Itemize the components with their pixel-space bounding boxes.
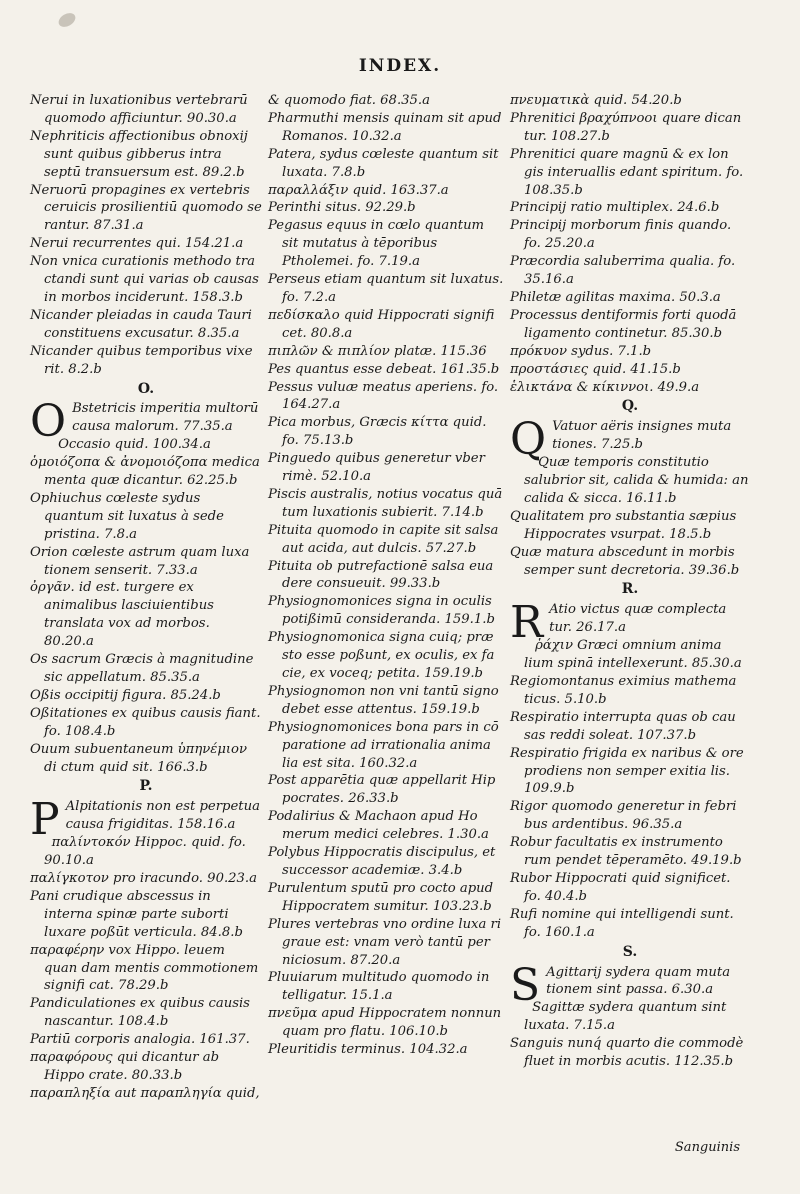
index-entry: Pituita quomodo in capite sit salsa aut acida, aut dulcis. 57.27.b: [268, 522, 499, 556]
entries-o: [30, 436, 262, 776]
index-entry: & quomodo fiat. 68.35.a: [268, 93, 430, 108]
index-entry: παραλλάξιν quid. 163.37.a: [268, 182, 449, 198]
entries-n: [30, 92, 262, 379]
dropcap-entry-s: [510, 959, 750, 1011]
entries-s: [510, 999, 750, 1071]
index-entry: ῥάχιν Græci omnium anima lium spinā intellexerunt. 85.30.a: [524, 638, 742, 672]
entries-r: [510, 637, 750, 941]
index-entry: Podalirius & Machaon apud Ho merum medici celebres. 1.30.a: [268, 809, 489, 843]
index-entry: Oßis occipitij figura. 85.24.b: [30, 687, 221, 703]
index-entry: παλίντοκόν Hippoc. quid. fo. 90.10.a: [44, 835, 246, 869]
index-entry: παλίγκοτον pro iracundo. 90.23.a: [30, 870, 257, 886]
index-entry: Nerui in luxationibus vertebrarū quomodo afficiuntur. 90.30.a: [30, 93, 248, 126]
index-entry: Pinguedo quibus generetur vber rimè. 52.10.a: [268, 451, 485, 485]
dropcap-q: Q: [510, 414, 547, 466]
dropcap-entry-text: Alpitationis non est perpetua causa frigiditas. 158.16.a: [65, 799, 260, 833]
paper-blemish: [56, 10, 78, 29]
dropcap-entry-r: [510, 597, 750, 649]
index-entry: παραπληξία aut παραπληγία quid,: [30, 1085, 260, 1101]
index-column-1: [30, 92, 262, 1103]
index-entry: πνευματικὰ quid. 54.20.b: [510, 93, 682, 108]
index-entry: Piscis australis, notius vocatus quā tum luxationis subierit. 7.14.b: [268, 486, 503, 520]
index-entry: Physiognomonices signa in oculis potißimū consideranda. 159.1.b: [268, 594, 495, 628]
dropcap-p: P: [30, 794, 60, 846]
index-entry: Polybus Hippocratis discipulus, et successor academiæ. 3.4.b: [268, 845, 496, 878]
index-entry: Ouum subuentaneum ὑπηνέμιον di ctum quid sit. 166.3.b: [30, 741, 248, 775]
index-entry: Oßitationes ex quibus causis fiant. fo. 108.4.b: [30, 705, 261, 739]
index-entry: πρόκυον sydus. 7.1.b: [510, 343, 652, 359]
index-entry: Physiognomonica signa cuiq; præ sto esse poßunt, ex oculis, ex fa cie, ex voceq; petita. 159.19.b: [268, 630, 495, 681]
index-entry: Rubor Hippocrati quid significet. fo. 40.4.b: [510, 870, 731, 904]
index-entry: Robur facultatis ex instrumento rum pendet tēperamēto. 49.19.b: [510, 835, 742, 869]
dropcap-r: R: [510, 597, 544, 649]
catchword: Sanguinis: [674, 1140, 740, 1155]
index-entry: Os sacrum Græcis à magnitudine sic appellatum. 85.35.a: [30, 652, 254, 685]
dropcap-entry-text: Agittarij sydera quam muta tionem sint passa. 6.30.a: [546, 964, 731, 998]
dropcap-o: O: [30, 396, 67, 448]
index-entry: Sanguis nunq́ quarto die commodè fluet in morbis acutis. 112.35.b: [510, 1036, 744, 1070]
entries-q: [510, 454, 750, 579]
index-entry: Post apparētia quæ appellarit Hip pocrates. 26.33.b: [268, 773, 496, 807]
index-entry: Pharmuthi mensis quinam sit apud Romanos. 10.32.a: [268, 110, 502, 144]
index-entry: Nerui recurrentes qui. 154.21.a: [30, 236, 244, 252]
index-entry: Nicander quibus temporibus vixe rit. 8.2.b: [30, 343, 253, 377]
page-title: INDEX.: [358, 56, 442, 76]
index-entry: Patera, sydus cœleste quantum sit luxata. 7.8.b: [268, 146, 499, 180]
index-entry: Nicander pleiadas in cauda Tauri constituens excusatur. 8.35.a: [30, 307, 252, 341]
index-entry: Plures vertebras vno ordine luxa ri graue est: vnam verò tantū per niciosum. 87.20.a: [268, 916, 502, 968]
index-entry: πιπλῶν & πιπλίον platæ. 115.36: [268, 343, 487, 359]
index-entry: Non vnica curationis methodo tra ctandi sunt qui varias ob causas in morbos inciderunt. 158.3.b: [30, 254, 259, 305]
index-entry: Principij morborum finis quando. fo. 25.20.a: [510, 218, 732, 252]
index-entry: Respiratio frigida ex naribus & ore prodiens non semper exitia lis. 109.9.b: [510, 745, 744, 797]
index-entry: πεδίσκαλο quid Hippocrati signifi cet. 80.8.a: [268, 307, 495, 341]
index-entry: πνεῦμα apud Hippocratem nonnun quam pro flatu. 106.10.b: [268, 1006, 502, 1040]
section-letter-r: R.: [621, 581, 639, 598]
index-entry: Rigor quomodo generetur in febri bus ardentibus. 96.35.a: [510, 799, 737, 833]
index-entry: Orion cœleste astrum quam luxa tionem senserit. 7.33.a: [30, 544, 250, 578]
index-entry: Respiratio interrupta quas ob cau sas reddi soleat. 107.37.b: [510, 709, 736, 743]
index-entry: Pituita ob putrefactionē salsa eua dere consueuit. 99.33.b: [268, 558, 494, 592]
index-entry: παραφόρους qui dicantur ab Hippo crate. 80.33.b: [30, 1050, 220, 1083]
index-entry: Sagittæ sydera quantum sint luxata. 7.15.a: [524, 1000, 727, 1034]
index-entry: Physiognomon non vni tantū signo debet esse attentus. 159.19.b: [268, 683, 499, 717]
index-entry: Pegasus equus in cœlo quantum sit mutatus à tēporibus Ptholemei. fo. 7.19.a: [268, 218, 485, 270]
index-entry: Pleuritidis terminus. 104.32.a: [268, 1042, 468, 1058]
index-entry: Pani crudique abscessus in interna spinæ parte suborti luxare poßūt verticula. 84.8.b: [30, 888, 243, 940]
index-entry: Pessus vuluæ meatus aperiens. fo. 164.27.a: [268, 379, 499, 413]
index-entry: Occasio quid. 100.34.a: [58, 437, 211, 453]
section-letter-o: O.: [137, 380, 155, 397]
index-entry: Phrenitici βραχύπνοοι quare dican tur. 108.27.b: [510, 110, 742, 144]
index-entry: Partiū corporis analogia. 161.37.: [30, 1032, 250, 1048]
index-entry: Philetæ agilitas maxima. 50.3.a: [510, 289, 721, 305]
dropcap-entry-text: Atio victus quæ complecta tur. 26.17.a: [549, 602, 727, 636]
index-entry: Phrenitici quare magnū & ex lon gis interuallis edant spiritum. fo. 108.35.b: [510, 146, 744, 198]
index-entry: Pica morbus, Græcis κίττα quid. fo. 75.13.b: [268, 415, 487, 449]
entries-p-end: [510, 92, 750, 396]
index-entry: Ophiuchus cœleste sydus quantum sit luxatus à sede pristina. 7.8.a: [30, 490, 224, 542]
index-entry: παραφέρην vox Hippo. leuem quan dam mentis commotionem signifi cat. 78.29.b: [30, 942, 259, 994]
dropcap-entry-p: [30, 794, 262, 846]
dropcap-s: S: [510, 959, 541, 1011]
index-entry: Neruorū propagines ex vertebris ceruicis prosilientiū quomodo se rantur. 87.31.a: [30, 182, 262, 234]
index-entry: Principij ratio multiplex. 24.6.b: [510, 200, 720, 216]
section-letter-s: S.: [622, 943, 638, 960]
index-entry: Rufi nomine qui intelligendi sunt. fo. 160.1.a: [510, 906, 734, 940]
index-entry: Processus dentiformis forti quodā ligamento continetur. 85.30.b: [510, 307, 737, 341]
index-entry: Pluuiarum multitudo quomodo in telligatur. 15.1.a: [268, 970, 490, 1004]
index-column-3: [510, 92, 750, 1071]
section-letter-p: P.: [139, 778, 153, 795]
index-entry: ὀργᾶν. id est. turgere ex animalibus lasciuientibus translata vox ad morbos. 80.20.a: [30, 580, 214, 650]
index-entry: Nephriticis affectionibus obnoxij sunt quibus gibberus intra septū transuersum est. 89.2.b: [30, 128, 248, 180]
index-entry: Qualitatem pro substantia sæpius Hippocrates vsurpat. 18.5.b: [510, 508, 737, 542]
index-entry: Præcordia saluberrima qualia. fo. 35.16.a: [510, 254, 736, 288]
index-column-2: [268, 92, 504, 1059]
entries-p: [30, 834, 262, 1103]
index-entry: Quæ matura abscedunt in morbis semper sunt decretoria. 39.36.b: [510, 544, 740, 578]
index-entry: Physiognomonices bona pars in cō paratione ad irrationalia anima lia est sita. 160.32.a: [268, 719, 499, 771]
index-entry: Pandiculationes ex quibus causis nascantur. 108.4.b: [30, 996, 250, 1030]
section-letter-q: Q.: [621, 398, 639, 415]
dropcap-entry-text: Vatuor aëris insignes muta tiones. 7.25.b: [552, 419, 732, 453]
index-entry: ἑλικτάνα & κίκιννοι. 49.9.a: [510, 379, 700, 395]
entries-p-cont: [268, 92, 504, 1059]
index-entry: Pes quantus esse debeat. 161.35.b: [268, 361, 500, 377]
index-entry: Perinthi situs. 92.29.b: [268, 200, 416, 216]
dropcap-entry-text: Bstetricis imperitia multorū causa malorum. 77.35.a: [72, 401, 259, 435]
index-entry: Perseus etiam quantum sit luxatus. fo. 7.2.a: [268, 272, 504, 305]
dropcap-entry-q: [510, 414, 750, 466]
index-entry: προστάσιες quid. 41.15.b: [510, 361, 681, 377]
index-entry: Regiomontanus eximius mathema ticus. 5.10.b: [510, 674, 737, 707]
index-entry: Quæ temporis constitutio salubrior sit, calida & humida: an calida & sicca. 16.11.b: [524, 455, 749, 506]
index-entry: ὁμοιόζοπα & ἀνομοιόζοπα medica menta quæ dicantur. 62.25.b: [30, 455, 260, 489]
index-entry: Purulentum sputū pro cocto apud Hippocratem sumitur. 103.23.b: [268, 880, 494, 914]
